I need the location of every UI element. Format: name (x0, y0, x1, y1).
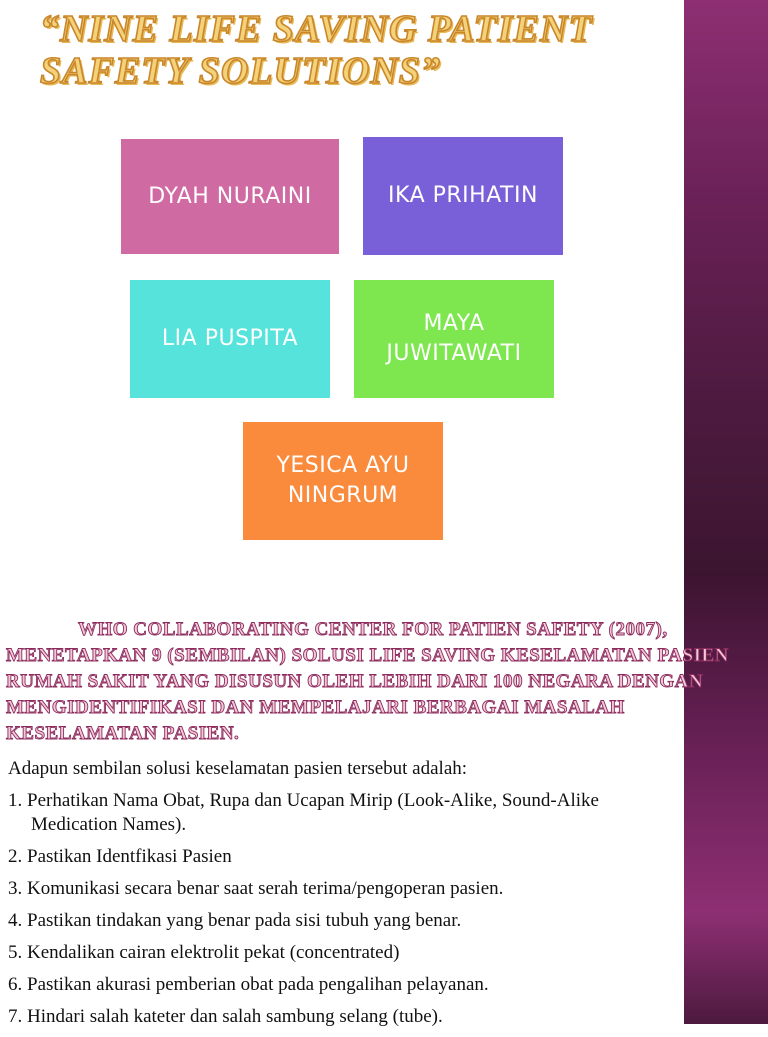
solutions-list (8, 789, 680, 1037)
member-name: DYAH NURAINI (148, 183, 312, 209)
list-item: 4. Pastikan tindakan yang benar pada sisi tubuh yang benar. (8, 910, 462, 931)
list-item: 2. Pastikan Identfikasi Pasien (8, 846, 232, 867)
intro-text: Adapun sembilan solusi keselamatan pasien tersebut adalah: (8, 758, 468, 779)
who-paragraph (6, 617, 746, 747)
slide-title: “NINE LIFE SAVING PATIENT SAFETY SOLUTIONS” (40, 8, 593, 92)
member-name: MAYA JUWITAWATI (386, 311, 522, 366)
member-name: LIA PUSPITA (161, 326, 299, 351)
member-box-yesica (243, 422, 443, 540)
member-box-dyah (121, 139, 339, 254)
member-box-ika (363, 137, 563, 255)
list-item: 5. Kendalikan cairan elektrolit pekat (concentrated) (8, 942, 400, 963)
member-box-maya (354, 280, 554, 398)
list-item: 3. Komunikasi secara benar saat serah terima/pengoperan pasien. (8, 878, 504, 899)
member-name: IKA PRIHATIN (388, 183, 538, 208)
member-name: YESICA AYU NINGRUM (276, 453, 410, 508)
list-item: 6. Pastikan akurasi pemberian obat pada pengalihan pelayanan. (8, 974, 489, 995)
who-paragraph-text: WHO COLLABORATING CENTER FOR PATIEN SAFETY (2007), MENETAPKAN 9 (SEMBILAN) SOLUSI LIFE SAVING KESELAMATAN PASIEN RUMAH SAKIT YANG DISUSUN OLEH LEBIH DARI 100 NEGARA DENGAN MENGIDENTIFIKASI DAN MEMPELAJARI BERBAGAI MASALAH KESELAMATAN PASIEN. (6, 619, 729, 744)
decorative-band-top (684, 0, 768, 576)
list-item: 1. Perhatikan Nama Obat, Rupa dan Ucapan Mirip (Look-Alike, Sound-Alike Medication Names). (8, 790, 599, 835)
member-box-lia (130, 280, 330, 398)
list-item: 7. Hindari salah kateter dan salah sambung selang (tube). (8, 1006, 443, 1027)
